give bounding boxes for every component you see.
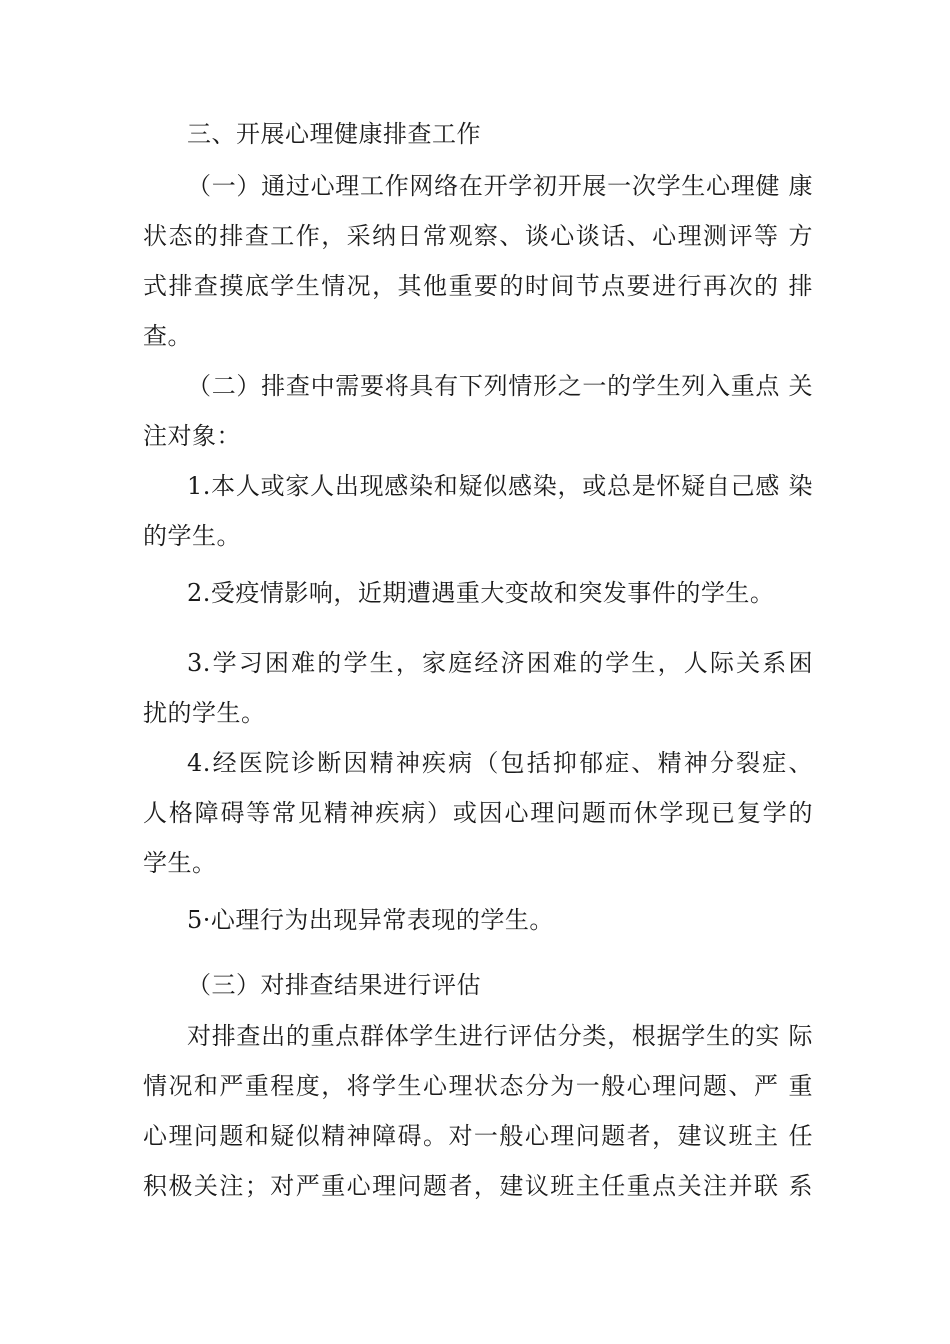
list-item-line: 5·心理行为出现异常表现的学生。 (187, 906, 554, 934)
section-heading: 三、开展心理健康排查工作 (187, 120, 481, 148)
paragraph-line: （一）通过心理工作网络在开学初开展一次学生心理健 康 (187, 172, 813, 200)
list-item-line: 2.受疫情影响，近期遭遇重大变故和突发事件的学生。 (187, 579, 775, 607)
list-item-line: 的学生。 (143, 522, 241, 550)
list-item-line: 1.本人或家人出现感染和疑似感染，或总是怀疑自己感 染 (187, 472, 813, 500)
paragraph-line: 查。 (143, 322, 192, 350)
paragraph-line: 状态的排查工作，采纳日常观察、谈心谈话、心理测评等 方 (143, 222, 813, 250)
subsection-heading: （三）对排查结果进行评估 (187, 971, 481, 999)
paragraph-line: 对排查出的重点群体学生进行评估分类，根据学生的实 际 (187, 1022, 813, 1050)
paragraph-line: 注对象： (143, 422, 241, 450)
list-item-line: 4.经医院诊断因精神疾病（包括抑郁症、精神分裂症、 (187, 749, 813, 777)
list-item-line: 3.学习困难的学生，家庭经济困难的学生，人际关系困 (187, 649, 813, 677)
paragraph-line: 情况和严重程度，将学生心理状态分为一般心理问题、严 重 (143, 1072, 813, 1100)
paragraph-line: （二）排查中需要将具有下列情形之一的学生列入重点 关 (187, 372, 813, 400)
paragraph-line: 式排查摸底学生情况，其他重要的时间节点要进行再次的 排 (143, 272, 813, 300)
paragraph-line: 积极关注；对严重心理问题者，建议班主任重点关注并联 系 (143, 1172, 813, 1200)
list-item-line: 扰的学生。 (143, 699, 266, 727)
list-item-line: 学生。 (143, 849, 217, 877)
paragraph-line: 心理问题和疑似精神障碍。对一般心理问题者，建议班主 任 (143, 1122, 813, 1150)
list-item-line: 人格障碍等常见精神疾病）或因心理问题而休学现已复学的 (143, 799, 813, 827)
